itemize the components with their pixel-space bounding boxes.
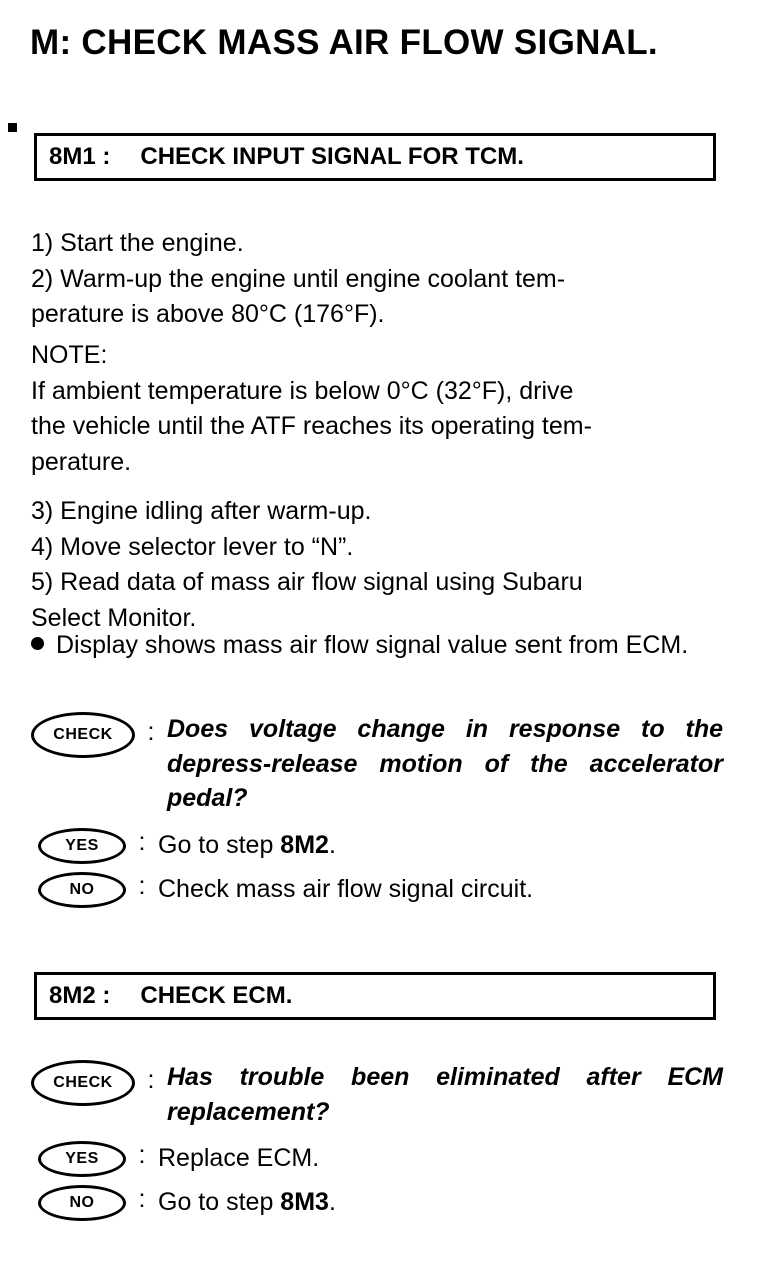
procedure-line-2b: perature is above 80°C (176°F). <box>31 300 385 328</box>
no-answer-8m2-prefix: Go to step <box>158 1188 281 1216</box>
page-title: M: CHECK MASS AIR FLOW SIGNAL. <box>30 23 658 62</box>
step-label-8m2: CHECK ECM. <box>140 982 293 1009</box>
procedure-block-8m1 <box>31 226 721 333</box>
no-answer-8m2-step-ref: 8M3 <box>280 1188 329 1216</box>
procedure-line-5b: Select Monitor. <box>31 603 197 632</box>
procedure-line-5a: 5) Read data of mass air flow signal using Subaru <box>31 568 583 596</box>
yes-colon: : <box>138 828 146 856</box>
check-question-text-8m2 <box>167 1060 723 1129</box>
no-answer-8m2-suffix: . <box>328 1188 336 1216</box>
no-colon-8m2: : <box>138 1185 146 1213</box>
step-label-8m1: CHECK INPUT SIGNAL FOR TCM. <box>140 143 524 170</box>
procedure-line-4: 4) Move selector lever to “N”. <box>31 532 354 561</box>
step-id-8m1: 8M1 : <box>49 143 111 170</box>
step-header-8m1 <box>34 133 716 181</box>
yes-answer-text <box>158 828 724 863</box>
check-question-line-2: the depress-release motion of the <box>167 715 723 778</box>
margin-tick-mark <box>8 123 17 132</box>
check-question-8m2-line-1: Has trouble been eliminated after <box>167 1063 641 1091</box>
procedure-block-8m1-cont <box>31 494 721 636</box>
no-answer-text: Check mass air flow signal circuit. <box>158 875 534 903</box>
check-question-8m2-line-2: ECM replacement? <box>167 1063 723 1126</box>
yes-answer-prefix: Go to step <box>158 831 281 859</box>
procedure-line-3: 3) Engine idling after warm-up. <box>31 497 372 525</box>
bullet-note-8m1 <box>31 628 723 664</box>
no-colon: : <box>138 872 146 900</box>
step-header-8m2 <box>34 972 716 1020</box>
no-row-8m2 <box>38 1185 724 1221</box>
check-badge: CHECK <box>31 712 135 758</box>
yes-answer-step-ref: 8M2 <box>280 831 329 859</box>
bullet-line-a: Display shows mass air flow signal value sent <box>56 631 562 659</box>
procedure-line-1: 1) Start the engine. <box>31 229 244 257</box>
no-badge-8m2: NO <box>38 1185 126 1221</box>
bullet-line-b: from ECM. <box>568 631 689 659</box>
note-line-3: perature. <box>31 447 132 476</box>
check-row-8m1 <box>31 712 723 816</box>
note-label: NOTE: <box>31 341 108 369</box>
check-badge-8m2: CHECK <box>31 1060 135 1106</box>
check-question-line-1: Does voltage change in response to <box>167 715 665 743</box>
no-answer-text-8m2 <box>158 1185 724 1220</box>
check-colon: : <box>147 718 155 746</box>
note-line-1: If ambient temperature is below 0°C (32°F), drive <box>31 376 574 405</box>
no-row-8m1 <box>38 872 724 908</box>
check-question-text <box>167 712 723 816</box>
yes-row-8m1 <box>38 828 724 864</box>
step-id-8m2: 8M2 : <box>49 982 111 1009</box>
no-badge: NO <box>38 872 126 908</box>
check-colon-8m2: : <box>147 1066 155 1094</box>
yes-badge-8m2: YES <box>38 1141 126 1177</box>
note-line-2: the vehicle until the ATF reaches its operating tem- <box>31 412 592 440</box>
procedure-line-2a: 2) Warm-up the engine until engine coolant tem- <box>31 264 566 293</box>
bullet-dot-icon <box>31 637 44 650</box>
yes-answer-text-8m2: Replace ECM. <box>158 1144 320 1172</box>
check-row-8m2 <box>31 1060 723 1129</box>
check-question-line-3: accelerator pedal? <box>167 749 723 812</box>
note-block-8m1 <box>31 338 721 480</box>
yes-colon-8m2: : <box>138 1141 146 1169</box>
yes-answer-suffix: . <box>328 831 336 859</box>
yes-row-8m2 <box>38 1141 724 1177</box>
yes-badge: YES <box>38 828 126 864</box>
